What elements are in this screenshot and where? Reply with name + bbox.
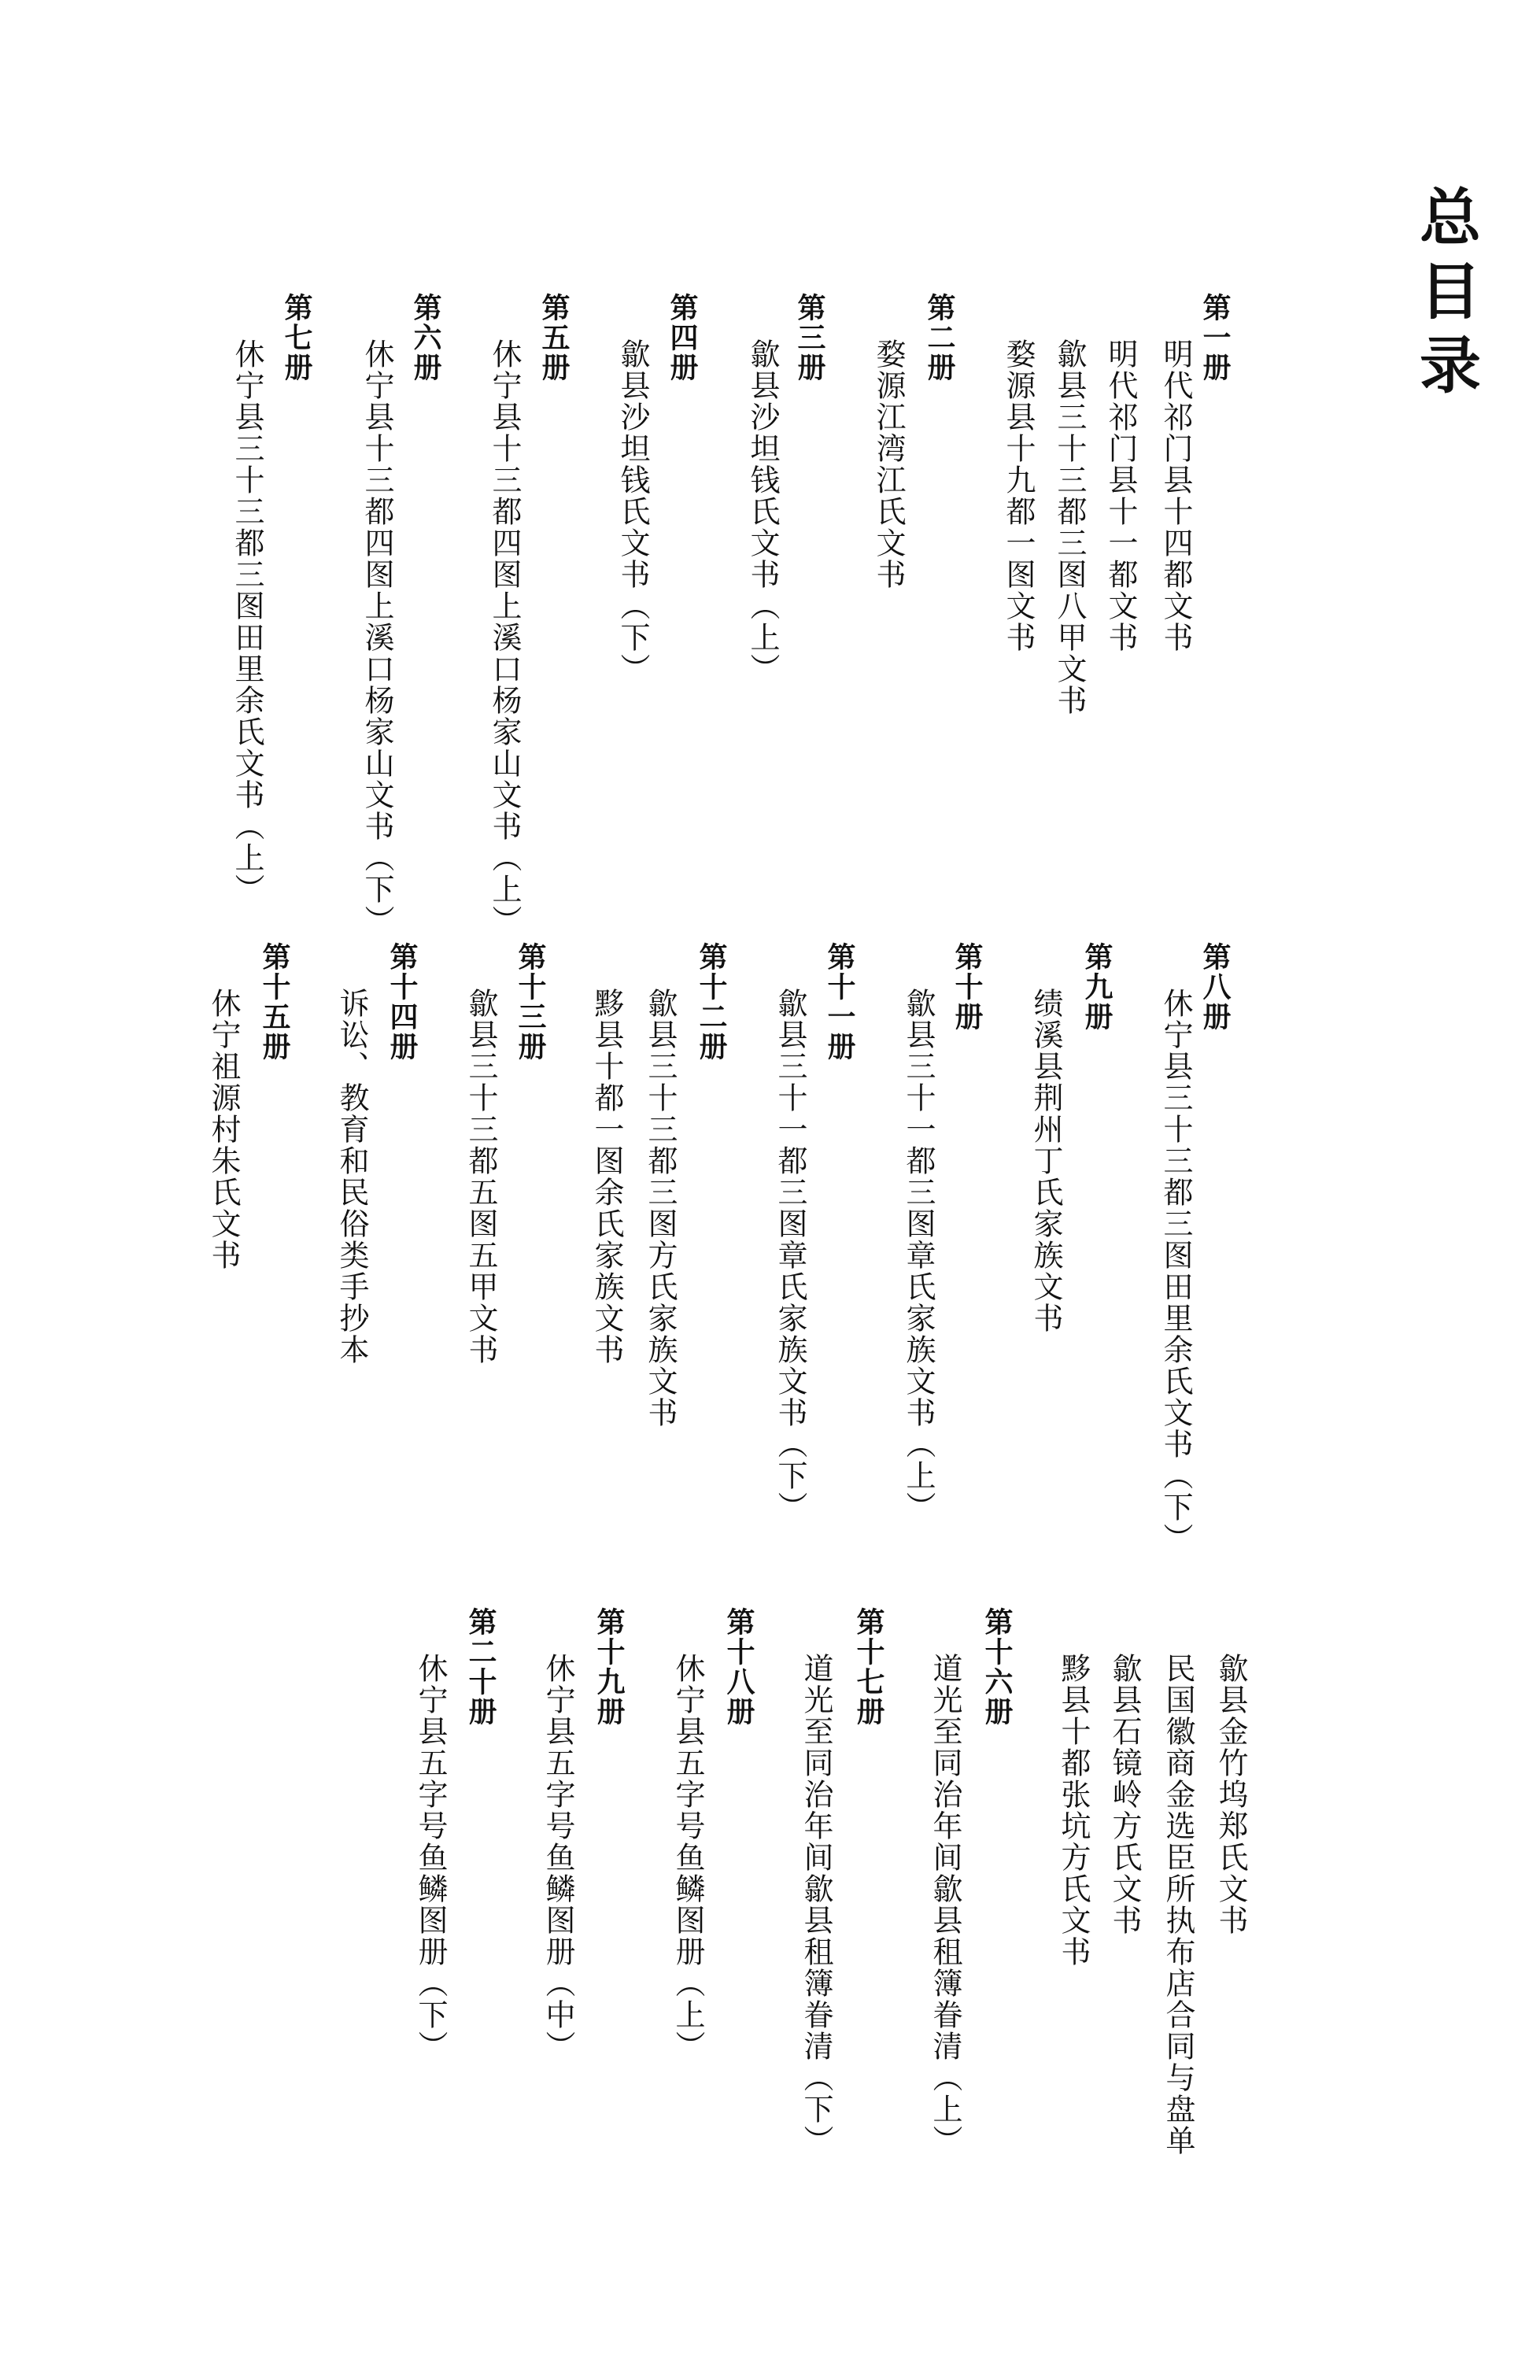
volume-6	[411, 293, 439, 382]
entry-title: 休宁县五字号鱼鳞图册（中）	[541, 1653, 575, 2062]
entry-title: 歙县三十一都三图章氏家族文书（上）	[901, 988, 936, 1523]
volume-15-continued-entry-2	[1163, 1653, 1193, 2156]
entry-title: 道光至同治年间歙县租簿眷清（上）	[928, 1653, 962, 2156]
volume-11-entry-1	[775, 988, 805, 1523]
volume-20	[464, 1607, 497, 1727]
volume-label: 第五册	[537, 293, 570, 382]
entry-title: 休宁县三十三都三图田里余氏文书（上）	[230, 338, 264, 905]
volume-15	[260, 942, 288, 1062]
volume-label: 第三册	[793, 293, 825, 382]
volume-16-entry-1	[930, 1653, 960, 2156]
volume-11	[825, 942, 853, 1062]
entry-title: 婺源江湾江氏文书	[871, 338, 906, 590]
entry-title: 歙县沙坦钱氏文书（上）	[745, 338, 780, 685]
volume-label: 第十三册	[514, 942, 546, 1062]
volume-label: 第十五册	[258, 942, 290, 1062]
volume-5	[537, 293, 570, 382]
volume-3	[795, 293, 823, 382]
volume-13-entry-1	[463, 988, 498, 1366]
volume-10	[952, 942, 981, 1032]
volume-7	[282, 293, 310, 382]
entry-title: 民国徽商金选臣所执布店合同与盘单	[1161, 1653, 1195, 2156]
volume-15-entry-1	[206, 988, 241, 1271]
entry-title: 黟县十都张坑方氏文书	[1056, 1653, 1091, 1968]
volume-label: 第九册	[1080, 942, 1113, 1032]
volume-label: 第一册	[1198, 293, 1231, 382]
volume-9	[1080, 942, 1113, 1032]
volume-label: 第八册	[1198, 942, 1231, 1032]
volume-18-entry-1	[670, 1653, 705, 2062]
volume-15-continued-entry-3	[1107, 1653, 1142, 1936]
entry-title: 休宁祖源村朱氏文书	[206, 988, 241, 1271]
volume-14	[386, 942, 418, 1062]
volume-4	[667, 293, 696, 382]
volume-1-entry-4	[1001, 338, 1036, 653]
page-title: 总目录	[1409, 185, 1481, 407]
volume-label: 第十二册	[695, 942, 727, 1062]
volume-20-entry-1	[413, 1653, 448, 2062]
volume-4-entry-1	[615, 338, 650, 685]
volume-1-entry-1	[1158, 338, 1193, 653]
entry-title: 婺源县十九都一图文书	[1001, 338, 1036, 653]
volume-label: 第十四册	[386, 942, 418, 1062]
entry-title: 歙县三十三都三图八甲文书	[1052, 338, 1087, 716]
volume-label: 第二册	[923, 293, 955, 382]
volume-label: 第四册	[666, 293, 698, 382]
entry-title: 歙县金竹坞郑氏文书	[1213, 1653, 1248, 1936]
volume-label: 第二十册	[464, 1607, 497, 1727]
volume-label: 第十九册	[593, 1607, 625, 1727]
entry-title: 休宁县十三都四图上溪口杨家山文书（下）	[360, 338, 394, 937]
volume-18	[722, 1607, 755, 1727]
volume-12-entry-1	[643, 988, 678, 1428]
volume-12-entry-2	[589, 988, 624, 1366]
entry-title: 休宁县五字号鱼鳞图册（下）	[413, 1653, 448, 2062]
volume-13	[515, 942, 544, 1062]
volume-label: 第十六册	[981, 1607, 1013, 1727]
entry-title: 明代祁门县十一都文书	[1103, 338, 1138, 653]
volume-2	[925, 293, 953, 382]
entry-title: 休宁县三十三都三图田里余氏文书（下）	[1158, 988, 1193, 1554]
volume-label: 第六册	[409, 293, 441, 382]
volume-6-entry-1	[362, 338, 392, 937]
entry-title: 明代祁门县十四都文书	[1158, 338, 1193, 653]
entry-title: 休宁县十三都四图上溪口杨家山文书（上）	[487, 338, 522, 937]
volume-1	[1198, 293, 1231, 382]
entry-title: 歙县沙坦钱氏文书（下）	[615, 338, 650, 685]
volume-8	[1198, 942, 1231, 1032]
volume-14-entry-1	[334, 988, 369, 1366]
volume-1-entry-3	[1052, 338, 1087, 716]
entry-title: 歙县三十三都三图方氏家族文书	[643, 988, 678, 1428]
volume-15-continued-entry-1	[1213, 1653, 1248, 1936]
volume-label: 第七册	[280, 293, 312, 382]
volume-12	[696, 942, 725, 1062]
volume-2-entry-1	[871, 338, 906, 590]
volume-10-entry-1	[901, 988, 936, 1523]
volume-1-entry-2	[1103, 338, 1138, 653]
entry-title: 黟县十都一图余氏家族文书	[589, 988, 624, 1366]
entry-title: 道光至同治年间歙县租簿眷清（下）	[799, 1653, 833, 2156]
volume-17-entry-1	[801, 1653, 831, 2156]
entry-title: 歙县三十三都五图五甲文书	[463, 988, 498, 1366]
entry-title: 歙县三十一都三图章氏家族文书（下）	[773, 988, 807, 1523]
volume-7-entry-1	[232, 338, 262, 905]
volume-19	[593, 1607, 625, 1727]
volume-label: 第十一册	[823, 942, 855, 1062]
volume-9-entry-1	[1031, 988, 1061, 1334]
volume-19-entry-1	[543, 1653, 573, 2062]
volume-3-entry-1	[745, 338, 780, 685]
volume-label: 第十八册	[722, 1607, 755, 1727]
volume-label: 第十七册	[852, 1607, 884, 1727]
volume-label: 第十册	[951, 942, 983, 1032]
entry-title: 休宁县五字号鱼鳞图册（上）	[670, 1653, 705, 2062]
entry-title: 绩溪县荆州丁氏家族文书	[1029, 988, 1063, 1334]
volume-15-continued-entry-4	[1056, 1653, 1091, 1968]
volume-17	[854, 1607, 882, 1727]
volume-5-entry-1	[487, 338, 522, 937]
entry-title: 诉讼、教育和民俗类手抄本	[334, 988, 369, 1366]
volume-16	[981, 1607, 1013, 1727]
volume-8-entry-1	[1158, 988, 1193, 1554]
entry-title: 歙县石镜岭方氏文书	[1107, 1653, 1142, 1936]
